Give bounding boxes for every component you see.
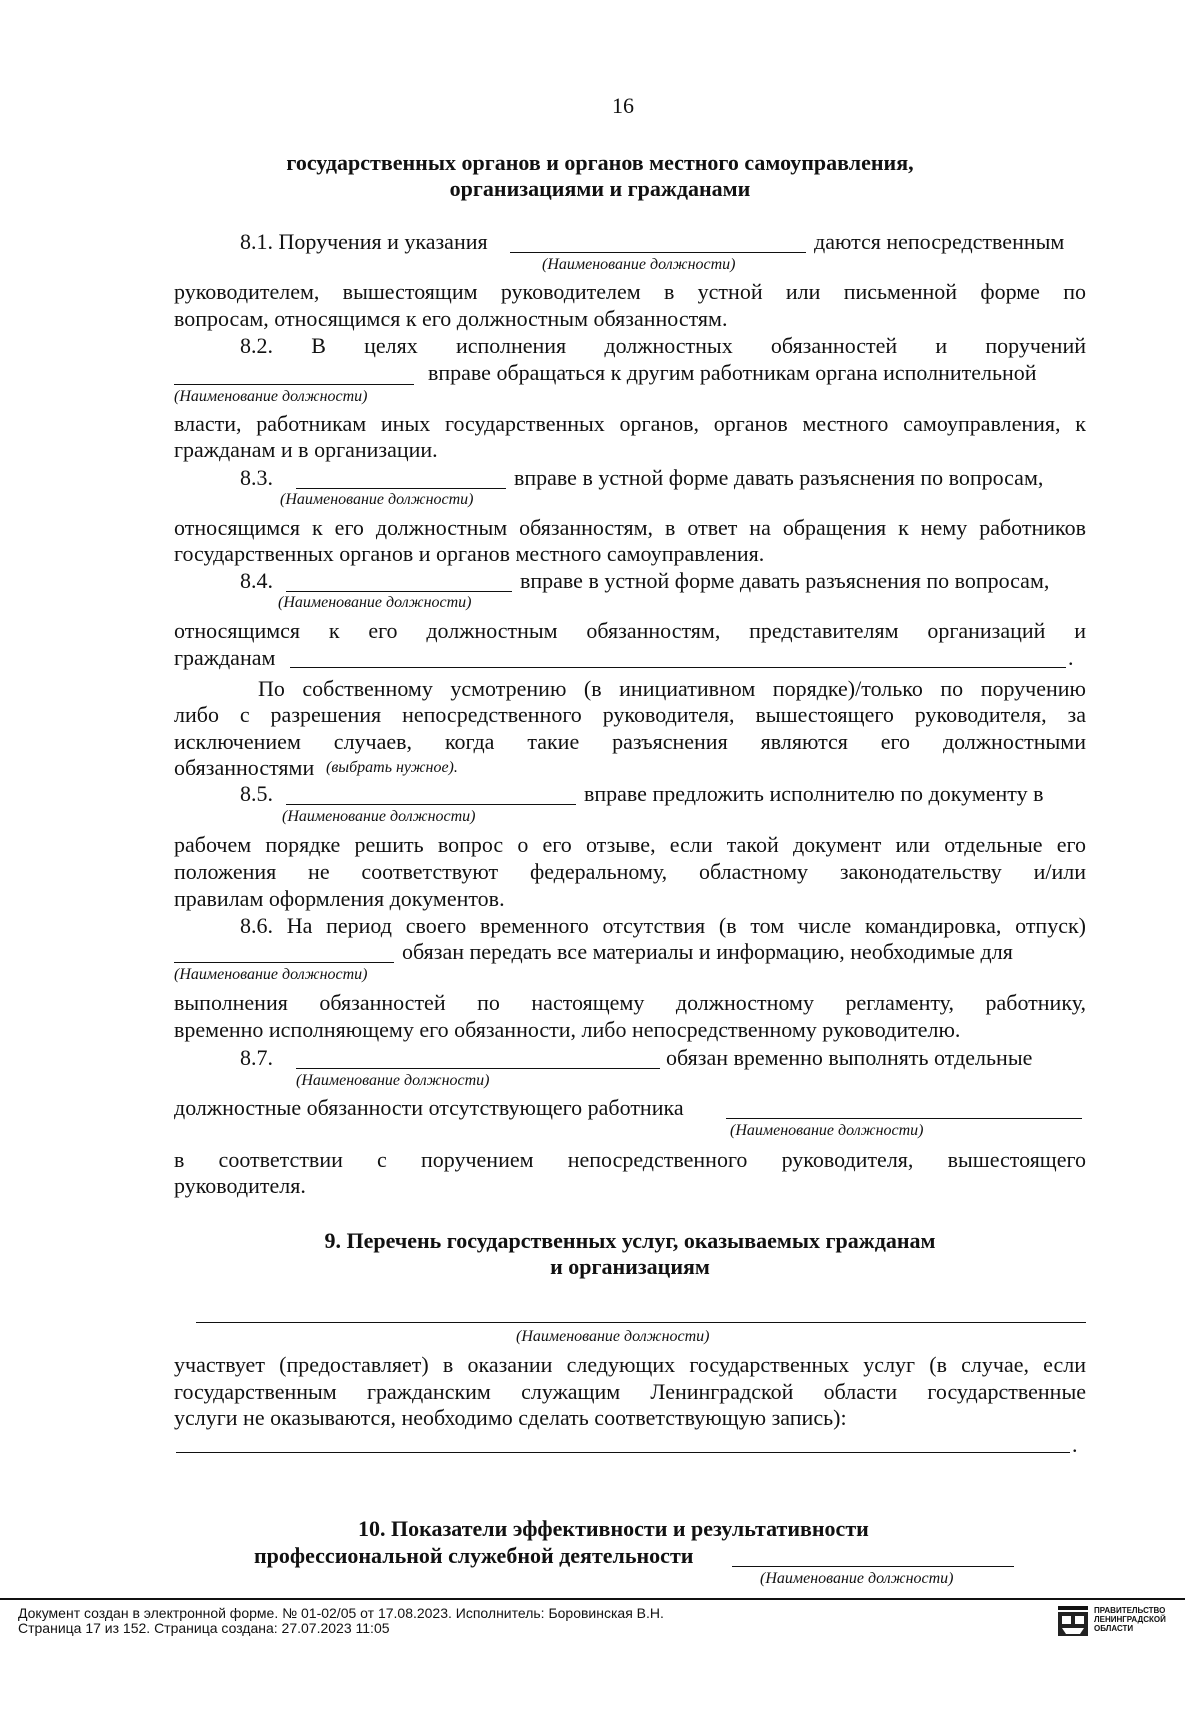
caption-position-name: (Наименование должности) [280, 491, 474, 508]
position-blank-line [174, 384, 414, 385]
sec9-line3: услуги не оказываются, необходимо сделать соответствующую запись): [174, 1405, 847, 1430]
logo-text-line1: ПРАВИТЕЛЬСТВО [1094, 1606, 1166, 1615]
p82-line3: власти, работникам иных государственных органов, органов местного самоуправления, к [174, 411, 1086, 436]
p86-line2: обязан передать все материалы и информацию, необходимые для [402, 939, 1013, 964]
caption-position-name: (Наименование должности) [542, 256, 736, 273]
p84-dot: . [1068, 645, 1074, 670]
position-blank-line [286, 591, 512, 592]
position-blank-line [296, 488, 506, 489]
p82-line2: вправе обращаться к другим работникам органа исполнительной [428, 360, 1037, 385]
logo-text-line3: ОБЛАСТИ [1094, 1624, 1134, 1633]
p86-line4: временно исполняющему его обязанности, либо непосредственному руководителю. [174, 1017, 961, 1042]
position-blank-line [296, 1068, 660, 1069]
logo-text-line2: ЛЕНИНГРАДСКОЙ [1094, 1615, 1166, 1624]
section-header-line1: государственных органов и органов местного самоуправления, [286, 150, 914, 175]
p84b-line1: По собственному усмотрению (в инициативном порядке)/только по поручению [258, 676, 1086, 701]
p81-start: 8.1. Поручения и указания [240, 229, 488, 254]
caption-position-name: (Наименование должности) [174, 966, 368, 983]
caption-position-name: (Наименование должности) [278, 594, 472, 611]
page-number: 16 [612, 93, 634, 118]
p84-line3: гражданам [174, 645, 276, 670]
section-header-line2: организациями и гражданами [449, 176, 751, 201]
p85-line4: правилам оформления документов. [174, 886, 505, 911]
caption-position-name: (Наименование должности) [282, 808, 476, 825]
sec9-dot: . [1072, 1432, 1078, 1457]
p83-line2: относящимся к его должностным обязанностям, в ответ на обращения к нему работников [174, 515, 1086, 540]
p86-line3: выполнения обязанностей по настоящему должностному регламенту, работнику, [174, 990, 1086, 1015]
p87-number: 8.7. [240, 1045, 273, 1070]
caption-position-name: (Наименование должности) [174, 388, 368, 405]
position-blank-line [726, 1118, 1082, 1119]
position-blank-line [732, 1566, 1014, 1567]
footer-separator [0, 1598, 1185, 1600]
p84b-line4: обязанностями [174, 755, 315, 780]
p83-end: вправе в устной форме давать разъяснения по вопросам, [514, 465, 1044, 490]
p87-line2: должностные обязанности отсутствующего работника [174, 1095, 684, 1120]
p84-number: 8.4. [240, 568, 273, 593]
caption-position-name: (Наименование должности) [760, 1570, 954, 1587]
emblem-icon [1058, 1606, 1088, 1636]
position-blank-line [510, 252, 806, 253]
caption-position-name: (Наименование должности) [730, 1122, 924, 1139]
position-blank-line [286, 804, 576, 805]
p83-number: 8.3. [240, 465, 273, 490]
section10-title-line2: профессиональной служебной деятельности [254, 1543, 694, 1568]
position-blank-line [196, 1322, 1086, 1323]
p81-line2: руководителем, вышестоящим руководителем в устной или письменной форме по [174, 279, 1086, 304]
footer-line1: Документ создан в электронной форме. № 01-02/05 от 17.08.2023. Исполнитель: Боровинская В.Н. [18, 1605, 664, 1621]
sec9-line2: государственным гражданским служащим Ленинградской области государственные [174, 1379, 1086, 1404]
p84b-line3: исключением случаев, когда такие разъяснения являются его должностными [174, 729, 1086, 754]
p87-line3: в соответствии с поручением непосредственного руководителя, вышестоящего [174, 1147, 1086, 1172]
p81-end: даются непосредственным [814, 229, 1065, 254]
p84b-line2: либо с разрешения непосредственного руководителя, вышестоящего руководителя, за [174, 702, 1086, 727]
citizens-blank-line [290, 667, 1066, 668]
p82-line4: гражданам и в организации. [174, 437, 438, 462]
section9-title-line2: и организациям [550, 1254, 710, 1279]
services-blank-line [176, 1452, 1070, 1453]
p87-end: обязан временно выполнять отдельные [666, 1045, 1033, 1070]
p85-end: вправе предложить исполнителю по документу в [584, 781, 1044, 806]
section10-title-line1: 10. Показатели эффективности и результативности [358, 1516, 869, 1541]
footer-line2: Страница 17 из 152. Страница создана: 27.07.2023 11:05 [18, 1620, 390, 1636]
p86-line1: 8.6. На период своего временного отсутствия (в том числе командировка, отпуск) [240, 913, 1086, 938]
caption-position-name: (Наименование должности) [516, 1328, 710, 1345]
position-blank-line [174, 962, 394, 963]
p82-line1: 8.2. В целях исполнения должностных обязанностей и поручений [240, 333, 1086, 358]
p83-line3: государственных органов и органов местного самоуправления. [174, 541, 765, 566]
p84-end: вправе в устной форме давать разъяснения по вопросам, [520, 568, 1050, 593]
p84-line2: относящимся к его должностным обязанностям, представителям организаций и [174, 618, 1086, 643]
p87-line4: руководителя. [174, 1173, 306, 1198]
p81-line3: вопросам, относящимся к его должностным обязанностям. [174, 306, 728, 331]
p85-line2: рабочем порядке решить вопрос о его отзыве, если такой документ или отдельные его [174, 832, 1086, 857]
sec9-line1: участвует (предоставляет) в оказании следующих государственных услуг (в случае, если [174, 1352, 1086, 1377]
section9-title-line1: 9. Перечень государственных услуг, оказываемых гражданам [324, 1228, 936, 1253]
p85-line3: положения не соответствуют федеральному, областному законодательству и/или [174, 859, 1086, 884]
caption-position-name: (Наименование должности) [296, 1072, 490, 1089]
p84b-note: (выбрать нужное). [326, 759, 458, 776]
p85-number: 8.5. [240, 781, 273, 806]
